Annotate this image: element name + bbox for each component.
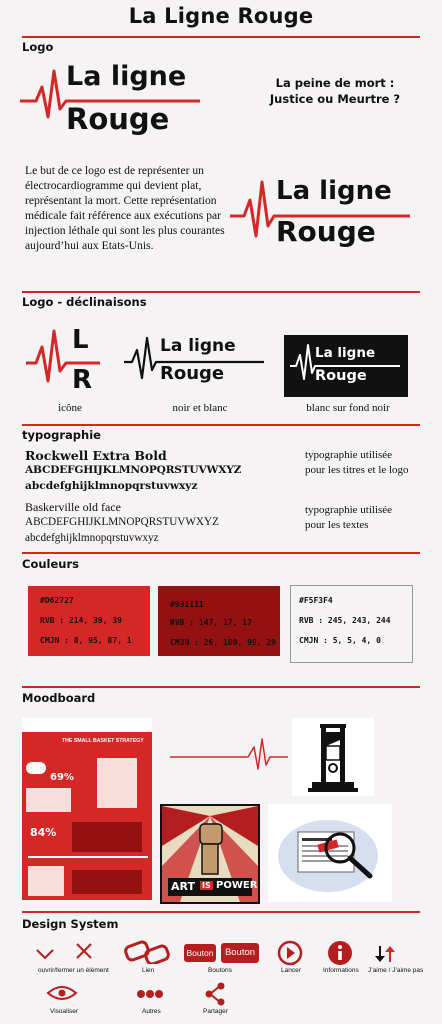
logo-bw-variant (124, 332, 269, 392)
caption-inverse: blanc sur fond noir (306, 402, 390, 414)
moodboard-infographic (22, 718, 152, 900)
font1-lowercase: abcdefghijklmnopqrstuvwxyz (25, 480, 198, 492)
swatch-dark-red (158, 586, 280, 656)
infographic-block (72, 870, 142, 894)
font1-name: Rockwell Extra Bold (25, 448, 167, 463)
font1-usage-line-2: pour les titres et le logo (305, 464, 409, 476)
swatch-red (28, 586, 150, 656)
font2-usage-line-2: pour les textes (305, 519, 369, 531)
tagline (240, 75, 430, 107)
swatch-cmjn: CMJN : 8, 95, 87, 1 (40, 636, 132, 645)
divider (22, 686, 420, 688)
logo-line-2: Rouge (66, 102, 170, 136)
section-title-design-system: Design System (22, 917, 119, 931)
font2-uppercase: ABCDEFGHIJKLMNOPQRSTUVWXYZ (25, 516, 219, 528)
arrow-down-icon (375, 956, 385, 962)
like-label: J’aime / J’aime pas (368, 967, 424, 974)
section-title-logo: Logo (22, 40, 54, 54)
swatch-rvb: RVB : 245, 243, 244 (299, 616, 391, 625)
caption-bw: noir et blanc (172, 402, 228, 414)
more-label: Autres (142, 1008, 161, 1015)
infographic-stat-1: 69% (50, 772, 74, 783)
toggle-icons[interactable] (35, 942, 95, 964)
infographic-header (22, 718, 152, 732)
logo-line-2: Rouge (315, 368, 367, 384)
poster-text-power: POWER (216, 880, 258, 891)
logo-inverse-variant (284, 335, 408, 397)
infographic-stat-2: 84% (30, 826, 57, 839)
divider (22, 291, 420, 293)
tagline-line-2: Justice ou Meurtre ? (269, 92, 401, 106)
view-label: Visualiser (50, 1008, 79, 1015)
section-title-declinaisons: Logo - déclinaisons (22, 295, 147, 309)
infographic-pill (26, 762, 46, 774)
icon-letter-l: L (72, 325, 89, 355)
infographic-divider (28, 856, 148, 858)
more-dots-icon[interactable] (136, 988, 164, 1000)
icon-letter-r: R (72, 365, 93, 395)
font1-usage-line-1: typographie utilisée (305, 449, 393, 461)
logo-line-2: Rouge (160, 363, 225, 384)
buttons-label: Boutons (208, 967, 232, 974)
swatch-cmjn: CMJN : 26, 100, 99, 29 (170, 638, 276, 647)
section-title-typographie: typographie (22, 428, 101, 442)
font2-name: Baskerville old face (25, 500, 121, 514)
divider (22, 552, 420, 554)
ecg-line-icon (26, 325, 104, 395)
logo-large (230, 170, 430, 255)
divider (22, 36, 420, 38)
logo-line-1: La ligne (276, 176, 392, 206)
caption-icon: icône (58, 402, 82, 414)
main-logo (20, 55, 240, 135)
infographic-block (26, 788, 71, 812)
info-label: Informations (323, 967, 359, 974)
link-icon[interactable] (124, 940, 172, 964)
poster-text-art: ART (171, 880, 195, 893)
play-icon[interactable] (277, 940, 303, 966)
swatch-hex: #931111 (170, 600, 204, 609)
tagline-line-1: La peine de mort : (275, 76, 395, 90)
logo-line-2: Rouge (276, 215, 376, 248)
eye-icon[interactable] (46, 984, 78, 1002)
page-title: La Ligne Rouge (128, 4, 314, 28)
infographic-block (28, 866, 64, 896)
swatch-light (290, 585, 413, 663)
font1-uppercase: ABCDEFGHIJKLMNOPQRSTUVWXYZ (25, 464, 242, 476)
section-title-moodboard: Moodboard (22, 691, 96, 705)
font2-lowercase: abcdefghijklmnopqrstuvwxyz (25, 532, 159, 544)
infographic-block (97, 758, 137, 808)
button-sample-large[interactable]: Bouton (221, 943, 259, 963)
chevron-down-icon (37, 950, 53, 958)
infographic-title: THE SMALL BASKET STRATEGY (62, 738, 144, 744)
font2-usage-line-1: typographie utilisée (305, 504, 393, 516)
logo-line-1: La ligne (66, 61, 187, 92)
moodboard-news-illustration (268, 804, 392, 902)
divider (22, 911, 420, 913)
font1-usage (305, 448, 409, 478)
swatch-rvb: RVB : 147, 17, 17 (170, 618, 252, 627)
ecg-line-icon (170, 735, 290, 775)
section-title-couleurs: Couleurs (22, 557, 79, 571)
swatch-hex: #D62727 (40, 596, 74, 605)
logo-line-1: La ligne (315, 345, 376, 361)
swatch-cmjn: CMJN : 5, 5, 4, 0 (299, 636, 381, 645)
font2-usage (305, 503, 392, 533)
guillotine-icon (292, 718, 374, 796)
logo-line-1: La ligne (160, 336, 236, 356)
button-sample-small[interactable]: Bouton (184, 944, 216, 962)
like-dislike-icon[interactable] (372, 944, 398, 964)
link-label: Lien (142, 967, 155, 974)
swatch-rvb: RVB : 214, 39, 39 (40, 616, 122, 625)
play-label: Lancer (281, 967, 301, 974)
info-icon[interactable] (327, 940, 353, 966)
newspaper-magnifier-icon (268, 804, 392, 902)
share-label: Partager (203, 1008, 228, 1015)
arrow-up-icon (385, 946, 395, 952)
share-icon[interactable] (204, 982, 228, 1006)
logo-description: Le but de ce logo est de représenter un électrocardiogramme qui devient plat, représentant la mort. Cette représentation médicale fait référence aux exécutions par injection léthale qui sont les plus courantes aujourd’hui aux Etats-Unis. (25, 164, 225, 252)
moodboard-guillotine (292, 718, 374, 796)
infographic-block (72, 822, 142, 852)
poster-text-is: IS (202, 881, 211, 890)
toggle-label: ouvrir/fermer un élément (38, 967, 109, 974)
swatch-hex: #F5F3F4 (299, 596, 333, 605)
logo-icon-variant (26, 325, 104, 395)
moodboard-poster (160, 804, 260, 904)
divider (22, 424, 420, 426)
